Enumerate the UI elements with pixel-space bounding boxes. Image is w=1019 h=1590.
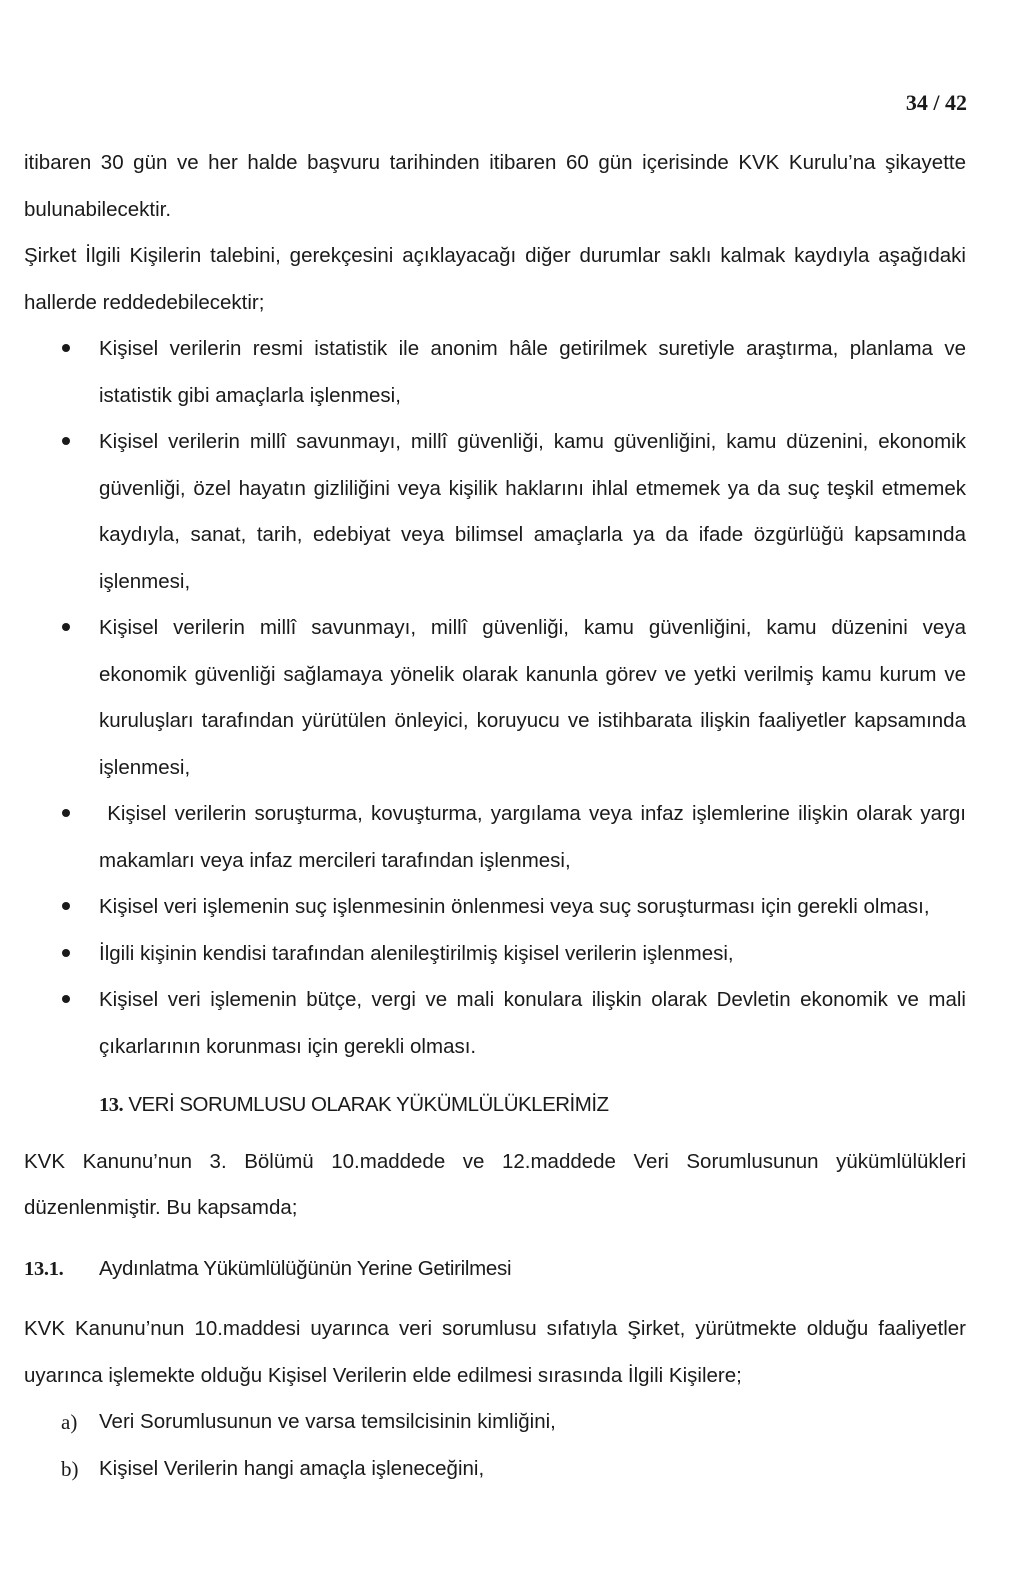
paragraph-disclosure-intro: KVK Kanunu’nun 10.maddesi uyarınca veri sorumlusu sıfatıyla Şirket, yürütmekte olduğu faaliyetler uyarınca işlemekte olduğu Kişisel Verilerin elde edilmesi sırasında İlgili Kişilere; — [24, 1317, 966, 1387]
section-heading-13-1 — [24, 1246, 966, 1293]
paragraph-rejection-intro: Şirket İlgili Kişilerin talebini, gerekçesini açıklayacağı diğer durumlar saklı kalmak kaydıyla aşağıdaki hallerde reddedebilecektir; — [24, 244, 966, 314]
bullet-icon — [62, 437, 70, 445]
list-item: Kişisel verilerin resmi istatistik ile anonim hâle getirilmek suretiyle araştırma, planlama ve istatistik gibi amaçlarla işlenmesi, — [24, 326, 966, 419]
section-number: 13. — [99, 1094, 124, 1116]
bullet-icon — [62, 809, 70, 817]
bullet-icon — [62, 995, 70, 1003]
list-item: Kişisel verilerin millî savunmayı, millî güvenliği, kamu güvenliğini, kamu düzenini, ekonomik güvenliği, özel hayatın gizliliğini veya kişilik haklarını ihlal etmemek ya da suç teşkil etmemek kaydıyla, sanat, tarih, edebiyat veya bilimsel amaçlarla ya da ifade özgürlüğü kapsamında işlenmesi, — [24, 419, 966, 605]
document-body — [24, 140, 972, 1492]
disclosure-items-list — [24, 1399, 966, 1492]
item-text: Kişisel Verilerin hangi amaçla işleneceğini, — [99, 1456, 485, 1480]
section-heading-13 — [99, 1082, 966, 1129]
list-item — [24, 1446, 966, 1493]
list-item: Kişisel verilerin soruşturma, kovuşturma, yargılama veya infaz işlemlerine ilişkin olarak yargı makamları veya infaz mercileri tarafından işlenmesi, — [24, 791, 966, 884]
bullet-icon — [62, 949, 70, 957]
rejection-cases-list — [24, 326, 972, 1070]
paragraph-complaint-deadline: itibaren 30 gün ve her halde başvuru tarihinden itibaren 60 gün içerisinde KVK Kurulu’na şikayette bulunabilecektir. — [24, 151, 966, 221]
list-item — [24, 1399, 966, 1446]
section-title: VERİ SORUMLUSU OLARAK YÜKÜMLÜLÜKLERİMİZ — [128, 1093, 609, 1116]
subsection-number: 13.1. — [24, 1257, 64, 1280]
subsection-title: Aydınlatma Yükümlülüğünün Yerine Getirilmesi — [99, 1256, 512, 1280]
page-number: 34 / 42 — [905, 90, 967, 115]
item-text: Veri Sorumlusunun ve varsa temsilcisinin kimliğini, — [99, 1410, 556, 1433]
item-label: b) — [61, 1456, 79, 1481]
bullet-icon — [62, 623, 70, 631]
list-item: İlgili kişinin kendisi tarafından alenileştirilmiş kişisel verilerin işlenmesi, — [24, 931, 966, 978]
item-label: a) — [61, 1410, 78, 1434]
paragraph-obligations-intro: KVK Kanunu’nun 3. Bölümü 10.maddede ve 12.maddede Veri Sorumlusunun yükümlülükleri düzenlenmiştir. Bu kapsamda; — [24, 1149, 966, 1219]
bullet-icon — [62, 344, 70, 352]
bullet-icon — [62, 902, 70, 910]
list-item: Kişisel veri işlemenin suç işlenmesinin önlenmesi veya suç soruşturması için gerekli olması, — [24, 884, 966, 931]
list-item: Kişisel verilerin millî savunmayı, millî güvenliği, kamu güvenliğini, kamu düzenini veya ekonomik güvenliği sağlamaya yönelik olarak kanunla görev ve yetki verilmiş kamu kurum ve kuruluşları tarafından yürütülen önleyici, koruyucu ve istihbarata ilişkin faaliyetler kapsamında işlenmesi, — [24, 605, 966, 791]
list-item: Kişisel veri işlemenin bütçe, vergi ve mali konulara ilişkin olarak Devletin ekonomik ve mali çıkarlarının korunması için gerekli olması. — [24, 977, 966, 1070]
